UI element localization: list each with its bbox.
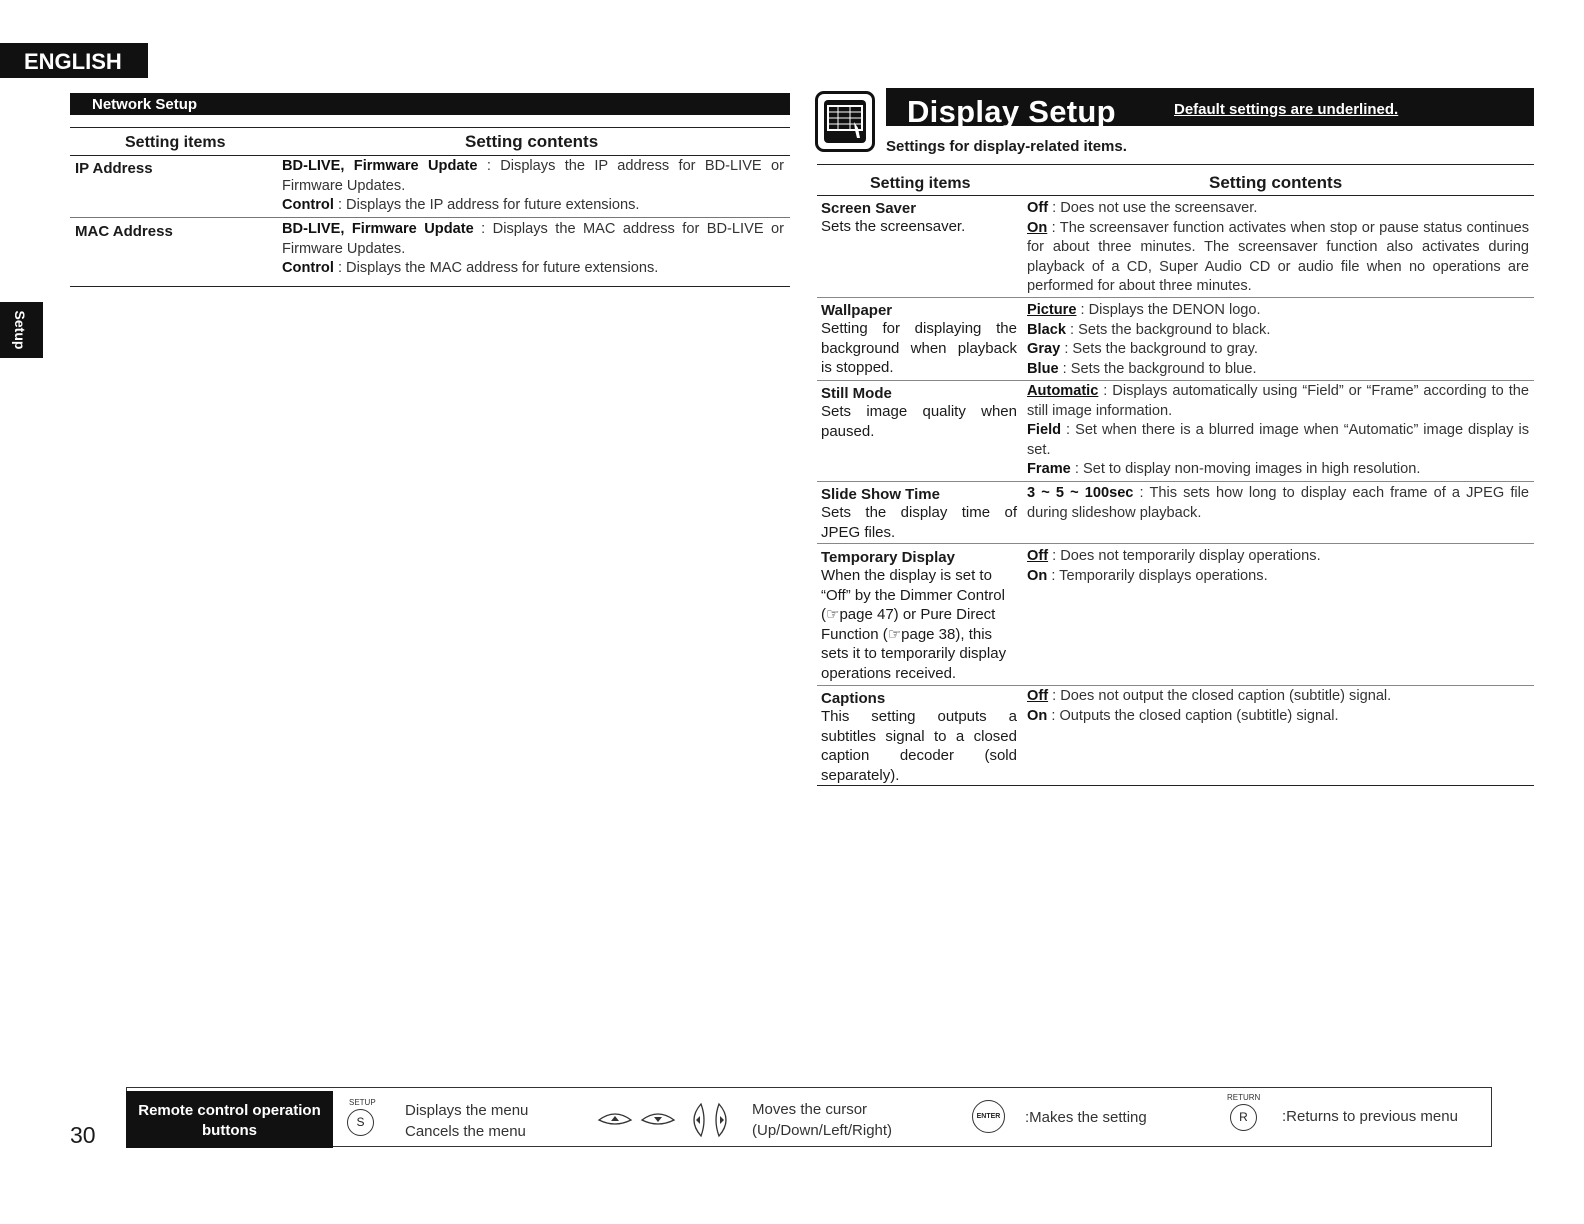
display-row-wallpaper-content bbox=[1027, 301, 1529, 379]
display-row-tempdisplay-item bbox=[821, 549, 1017, 683]
network-row-ip-name bbox=[75, 160, 275, 178]
divider bbox=[817, 195, 1534, 196]
divider bbox=[70, 217, 790, 218]
content-line: On : The screensaver function activates when stop or pause status continues for about three minutes. The screensaver function also activates during playback of a CD, Super Audio CD or audio file when no operations are performed for about three minutes. bbox=[1027, 219, 1529, 294]
divider bbox=[817, 380, 1534, 381]
setting-item-name: Wallpaper bbox=[821, 302, 893, 319]
return-button-icon: R bbox=[1230, 1104, 1257, 1131]
cursor-text-1: Moves the cursor bbox=[752, 1101, 868, 1118]
setting-item-desc: Setting for displaying the background when playback is stopped. bbox=[821, 320, 1017, 376]
display-col-contents: Setting contents bbox=[1209, 173, 1343, 192]
side-tab-setup bbox=[0, 302, 43, 358]
setting-item-name: IP Address bbox=[75, 160, 153, 177]
display-row-captions-item bbox=[821, 690, 1017, 785]
display-setup-title: Display Setup bbox=[907, 94, 1116, 129]
display-row-captions-content bbox=[1027, 687, 1529, 726]
display-row-stillmode-item bbox=[821, 385, 1017, 441]
setting-item-name: Still Mode bbox=[821, 385, 892, 402]
content-line: Picture : Displays the DENON logo. bbox=[1027, 302, 1261, 318]
enter-description: :Makes the setting bbox=[1025, 1109, 1147, 1126]
setting-item-desc: Sets the screensaver. bbox=[821, 218, 966, 235]
display-row-slideshow-item bbox=[821, 486, 1017, 542]
display-col-items: Setting items bbox=[870, 175, 971, 192]
setting-item-name: Screen Saver bbox=[821, 200, 917, 217]
setting-item-desc: Sets image quality when paused. bbox=[821, 403, 1017, 440]
content-line: Frame : Set to display non-moving images in high resolution. bbox=[1027, 461, 1421, 477]
remote-control-label: Remote control operation buttons bbox=[126, 1091, 333, 1148]
display-row-slideshow-content bbox=[1027, 484, 1529, 523]
setting-item-desc: When the display is set to “Off” by the Dimmer Control (☞page 47) or Pure Direct Function (☞page 38), this sets it to temporarily display operations received. bbox=[821, 567, 1007, 682]
display-setup-icon bbox=[815, 91, 875, 152]
display-setup-subtitle: Settings for display-related items. bbox=[886, 138, 1127, 155]
display-row-stillmode-content bbox=[1027, 382, 1529, 480]
content-line: Field : Set when there is a blurred image when “Automatic” image display is set. bbox=[1027, 422, 1529, 458]
content-line: On : Temporarily displays operations. bbox=[1027, 567, 1268, 584]
language-tab: ENGLISH bbox=[0, 43, 148, 78]
content-line: Off : Does not use the screensaver. bbox=[1027, 200, 1258, 216]
setting-item-name: Slide Show Time bbox=[821, 486, 940, 503]
content-line: On : Outputs the closed caption (subtitle) signal. bbox=[1027, 707, 1339, 724]
network-col-contents: Setting contents bbox=[465, 132, 599, 151]
display-row-screensaver-item bbox=[821, 200, 1017, 237]
setting-item-name: MAC Address bbox=[75, 223, 173, 240]
content-line: Black : Sets the background to black. bbox=[1027, 321, 1271, 338]
content-line: Off : Does not output the closed caption (subtitle) signal. bbox=[1027, 688, 1392, 704]
divider bbox=[817, 481, 1534, 482]
cursor-text-2: (Up/Down/Left/Right) bbox=[752, 1122, 893, 1139]
network-row-ip-content bbox=[282, 157, 784, 216]
return-caption: RETURN bbox=[1227, 1093, 1261, 1102]
content-line: Control : Displays the IP address for future extensions. bbox=[282, 197, 640, 213]
default-settings-note: Default settings are underlined. bbox=[1174, 101, 1399, 118]
network-col-items: Setting items bbox=[125, 134, 226, 151]
page-number: 30 bbox=[70, 1122, 96, 1148]
setting-item-name: Temporary Display bbox=[821, 549, 955, 566]
divider bbox=[70, 286, 790, 287]
display-row-tempdisplay-content bbox=[1027, 547, 1529, 586]
divider bbox=[817, 543, 1534, 544]
setup-description bbox=[405, 1100, 528, 1142]
cursor-buttons-icon bbox=[597, 1098, 737, 1142]
setup-caption: SETUP bbox=[349, 1098, 376, 1107]
setting-item-desc: Sets the display time of JPEG files. bbox=[821, 504, 1017, 541]
content-line: Off : Does not temporarily display operations. bbox=[1027, 548, 1321, 564]
content-line: Blue : Sets the background to blue. bbox=[1027, 360, 1257, 377]
display-row-screensaver-content bbox=[1027, 199, 1529, 297]
setting-item-desc: This setting outputs a subtitles signal to a closed caption decoder (sold separately). bbox=[821, 708, 1017, 784]
display-row-wallpaper-item bbox=[821, 302, 1017, 378]
setup-text-1: Displays the menu bbox=[405, 1102, 529, 1119]
cursor-description bbox=[752, 1099, 892, 1141]
setup-text-2: Cancels the menu bbox=[405, 1123, 526, 1140]
enter-button-icon: ENTER bbox=[972, 1100, 1005, 1133]
divider bbox=[70, 127, 790, 128]
content-line: BD-LIVE, Firmware Update : Displays the MAC address for BD-LIVE or Firmware Updates. bbox=[282, 221, 784, 257]
network-row-mac-name bbox=[75, 223, 275, 241]
content-line: Gray : Sets the background to gray. bbox=[1027, 341, 1258, 357]
return-description: :Returns to previous menu bbox=[1282, 1108, 1458, 1125]
divider bbox=[817, 164, 1534, 165]
divider bbox=[817, 685, 1534, 686]
network-setup-heading: Network Setup bbox=[70, 93, 790, 115]
setting-item-name: Captions bbox=[821, 690, 886, 707]
content-line: Control : Displays the MAC address for future extensions. bbox=[282, 260, 659, 276]
network-row-mac-content bbox=[282, 220, 784, 279]
divider bbox=[70, 155, 790, 156]
content-line: Automatic : Displays automatically using “Field” or “Frame” according to the still image information. bbox=[1027, 383, 1529, 419]
divider bbox=[817, 297, 1534, 298]
content-line: BD-LIVE, Firmware Update : Displays the IP address for BD-LIVE or Firmware Updates. bbox=[282, 158, 784, 194]
setup-button-icon: S bbox=[347, 1109, 374, 1136]
content-line: 3 ~ 5 ~ 100sec : This sets how long to display each frame of a JPEG file during slideshow playback. bbox=[1027, 485, 1529, 521]
side-tab-label: Setup bbox=[12, 310, 28, 350]
divider bbox=[817, 785, 1534, 786]
